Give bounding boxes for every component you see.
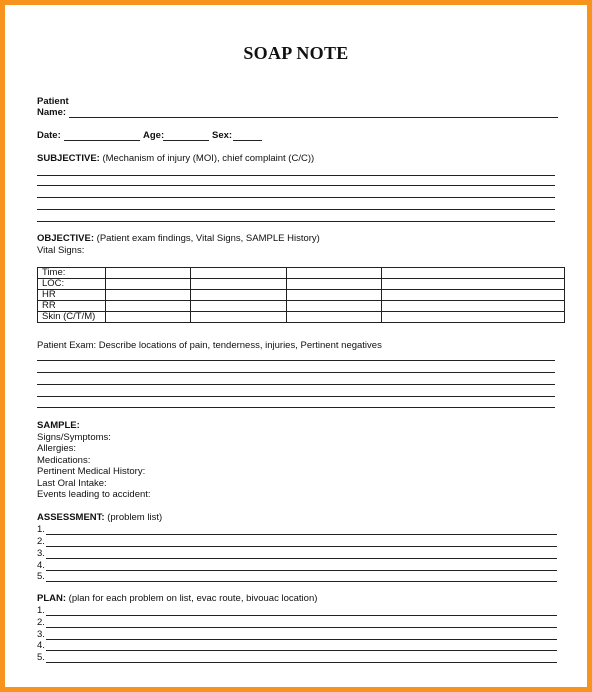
date-field[interactable]	[64, 140, 140, 141]
table-cell[interactable]	[106, 290, 191, 301]
assessment-heading: ASSESSMENT: (problem list)	[37, 512, 163, 523]
subjective-line[interactable]	[37, 221, 555, 222]
table-cell[interactable]	[382, 268, 565, 279]
table-cell[interactable]	[106, 312, 191, 323]
objective-heading: OBJECTIVE: (Patient exam findings, Vital Signs, SAMPLE History)	[37, 233, 320, 244]
plan-item[interactable]: 3.	[37, 629, 557, 640]
row-label-time: Time:	[38, 268, 106, 279]
row-label-loc: LOC:	[38, 279, 106, 290]
table-cell[interactable]	[191, 301, 287, 312]
vital-signs-label: Vital Signs:	[37, 245, 85, 256]
sample-item: Events leading to accident:	[37, 489, 151, 500]
patient-label: Patient	[37, 96, 69, 107]
table-row	[38, 290, 565, 301]
age-label: Age:	[143, 130, 165, 141]
page-title: SOAP NOTE	[243, 43, 349, 63]
table-cell[interactable]	[287, 312, 382, 323]
name-field[interactable]	[69, 117, 558, 118]
assessment-item[interactable]: 4.	[37, 560, 557, 571]
table-row	[38, 279, 565, 290]
subjective-line[interactable]	[37, 209, 555, 210]
assessment-item[interactable]: 1.	[37, 524, 557, 535]
subjective-line[interactable]	[37, 197, 555, 198]
table-cell[interactable]	[191, 290, 287, 301]
table-row	[38, 301, 565, 312]
soap-note-form	[5, 5, 587, 687]
table-cell[interactable]	[287, 301, 382, 312]
sample-heading: SAMPLE:	[37, 420, 80, 431]
table-cell[interactable]	[191, 312, 287, 323]
patient-exam-line[interactable]	[37, 407, 555, 408]
subjective-heading: SUBJECTIVE: (Mechanism of injury (MOI), chief complaint (C/C))	[37, 153, 315, 164]
subjective-line[interactable]	[37, 175, 555, 176]
table-cell[interactable]	[287, 268, 382, 279]
patient-exam-line[interactable]	[37, 396, 555, 397]
assessment-item[interactable]: 5.	[37, 571, 557, 582]
plan-heading: PLAN: (plan for each problem on list, evac route, bivouac location)	[37, 593, 318, 604]
sex-label: Sex:	[212, 130, 233, 141]
sex-field[interactable]	[233, 140, 262, 141]
subjective-line[interactable]	[37, 185, 555, 186]
table-cell[interactable]	[191, 268, 287, 279]
patient-exam-line[interactable]	[37, 384, 555, 385]
table-cell[interactable]	[382, 290, 565, 301]
table-cell[interactable]	[191, 279, 287, 290]
sample-item: Signs/Symptoms:	[37, 432, 111, 443]
row-label-rr: RR	[38, 301, 106, 312]
patient-exam-line[interactable]	[37, 360, 555, 361]
table-cell[interactable]	[106, 279, 191, 290]
sample-item: Medications:	[37, 455, 91, 466]
age-field[interactable]	[163, 140, 209, 141]
row-label-hr: HR	[38, 290, 106, 301]
plan-item[interactable]: 1.	[37, 605, 557, 616]
plan-item[interactable]: 5.	[37, 652, 557, 663]
row-label-skin: Skin (C/T/M)	[38, 312, 106, 323]
vital-signs-table	[37, 267, 565, 323]
table-cell[interactable]	[106, 301, 191, 312]
sample-item: Last Oral Intake:	[37, 478, 107, 489]
plan-item[interactable]: 2.	[37, 617, 557, 628]
table-cell[interactable]	[382, 279, 565, 290]
table-row	[38, 312, 565, 323]
sample-item: Allergies:	[37, 443, 77, 454]
name-label: Name:	[37, 107, 67, 118]
patient-exam-label: Patient Exam: Describe locations of pain, tenderness, injuries, Pertinent negatives	[37, 340, 382, 351]
table-row	[38, 268, 565, 279]
patient-exam-line[interactable]	[37, 372, 555, 373]
plan-item[interactable]: 4.	[37, 640, 557, 651]
table-cell[interactable]	[287, 279, 382, 290]
table-cell[interactable]	[287, 290, 382, 301]
table-cell[interactable]	[382, 312, 565, 323]
date-label: Date:	[37, 130, 61, 141]
table-cell[interactable]	[382, 301, 565, 312]
assessment-item[interactable]: 3.	[37, 548, 557, 559]
assessment-item[interactable]: 2.	[37, 536, 557, 547]
sample-item: Pertinent Medical History:	[37, 466, 146, 477]
table-cell[interactable]	[106, 268, 191, 279]
